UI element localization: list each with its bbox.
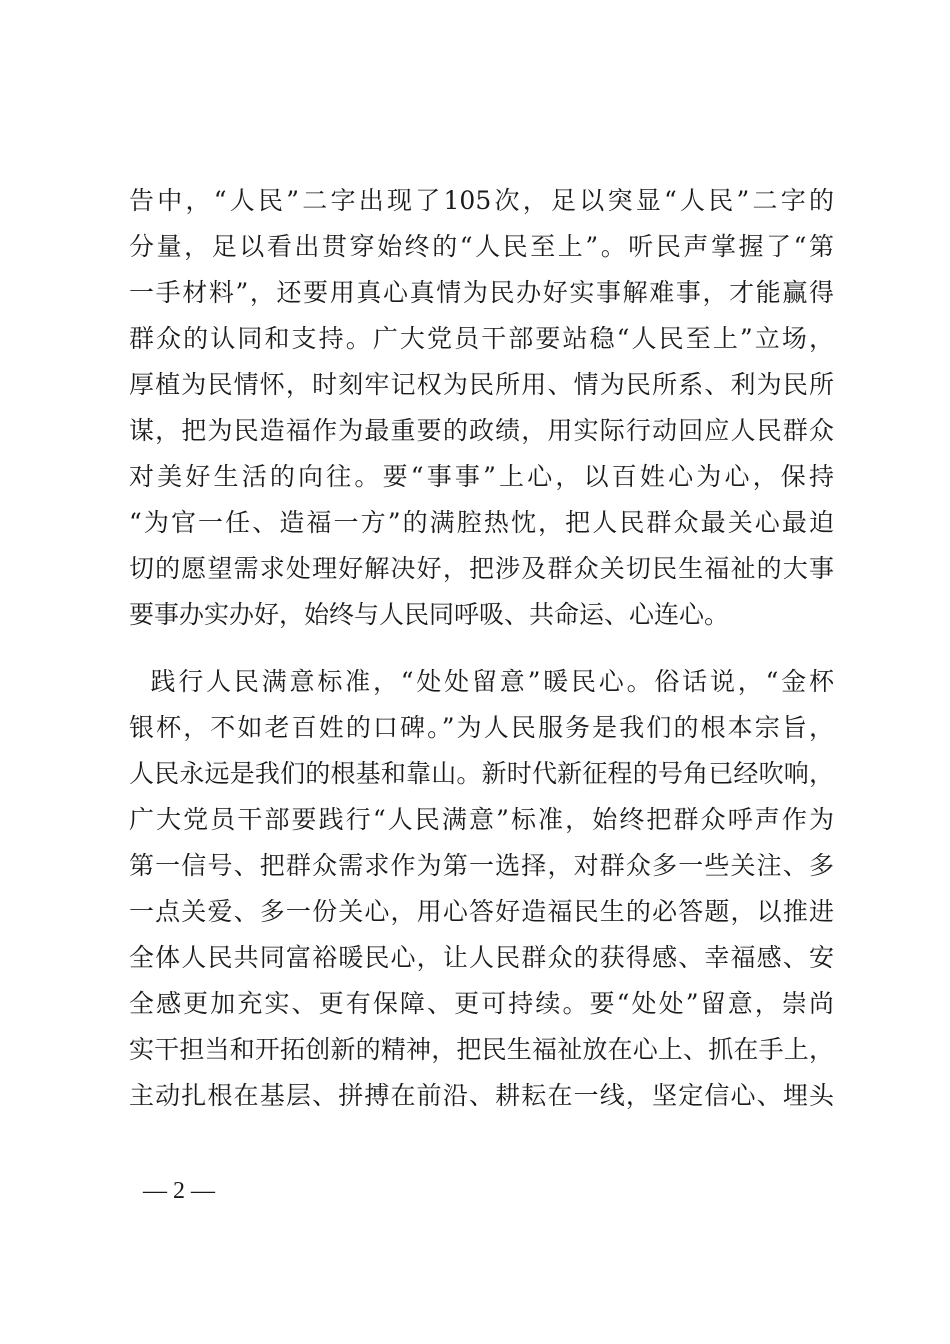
paragraph-line: 人民永远是我们的根基和靠山。新时代新征程的号角已经吹响， [129, 759, 834, 788]
paragraph-line: 一点关爱、多一份关心，用心答好造福民生的必答题，以推进 [129, 897, 834, 926]
paragraph-line: 告中，“人民”二字出现了105次，足以突显“人民”二字的 [129, 186, 834, 215]
body-paragraph-1 [129, 178, 834, 638]
paragraph-line: 厚植为民情怀，时刻牢记权为民所用、情为民所系、利为民所 [129, 370, 834, 399]
paragraph-line: 主动扎根在基层、拼搏在前沿、耕耘在一线，坚定信心、埋头 [129, 1081, 834, 1110]
paragraph-line: 谋，把为民造福作为最重要的政绩，用实际行动回应人民群众 [129, 416, 834, 445]
paragraph-line: 一手材料”，还要用真心真情为民办好实事解难事，才能赢得 [129, 278, 834, 307]
body-paragraph-2 [129, 659, 834, 1119]
paragraph-line: 要事办实办好，始终与人民同呼吸、共命运、心连心。 [129, 600, 730, 629]
paragraph-line: 实干担当和开拓创新的精神，把民生福祉放在心上、抓在手上， [129, 1035, 834, 1064]
paragraph-line: 广大党员干部要践行“人民满意”标准，始终把群众呼声作为 [129, 805, 834, 834]
paragraph-line: 第一信号、把群众需求作为第一选择，对群众多一些关注、多 [129, 851, 834, 880]
paragraph-line: 践行人民满意标准，“处处留意”暖民心。俗话说，“金杯 [129, 667, 834, 696]
paragraph-line: “为官一任、造福一方”的满腔热忱，把人民群众最关心最迫 [129, 508, 834, 537]
paragraph-line: 对美好生活的向往。要“事事”上心，以百姓心为心，保持 [129, 462, 834, 491]
page-number: — 2 — [143, 1178, 215, 1204]
paragraph-line: 全感更加充实、更有保障、更可持续。要“处处”留意，崇尚 [129, 989, 834, 1018]
paragraph-line: 全体人民共同富裕暖民心，让人民群众的获得感、幸福感、安 [129, 943, 834, 972]
paragraph-line: 分量，足以看出贯穿始终的“人民至上”。听民声掌握了“第 [129, 232, 834, 261]
paragraph-line: 切的愿望需求处理好解决好，把涉及群众关切民生福祉的大事 [129, 554, 834, 583]
paragraph-line: 银杯，不如老百姓的口碑。”为人民服务是我们的根本宗旨， [129, 713, 834, 742]
paragraph-line: 群众的认同和支持。广大党员干部要站稳“人民至上”立场， [129, 324, 834, 353]
